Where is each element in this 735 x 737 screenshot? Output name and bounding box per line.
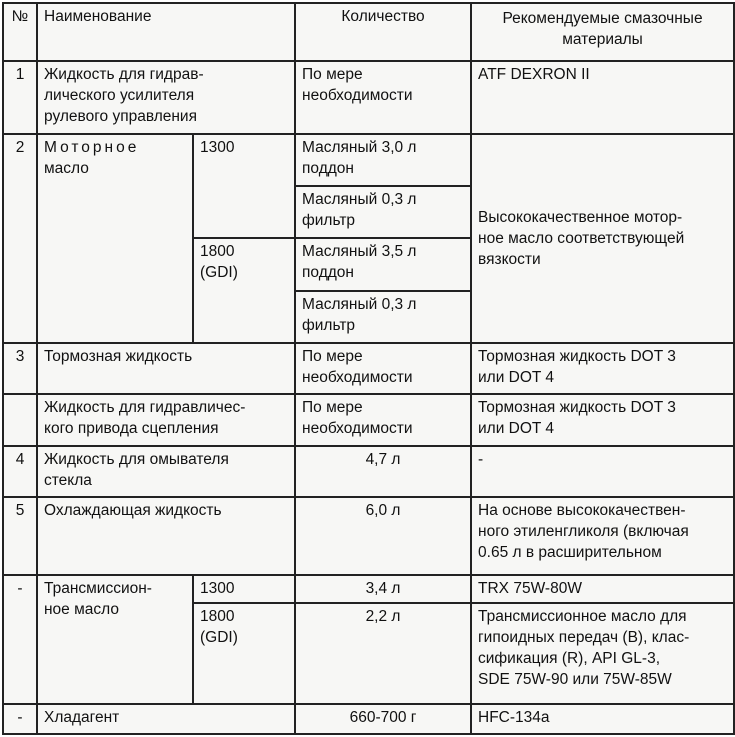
item-name: Трансмиссион- ное масло [37, 575, 193, 704]
row-num: 1 [3, 61, 37, 133]
item-recommendation: На основе высококачествен- ного этиленгликоля (включая 0.65 л в расширительном [471, 497, 734, 575]
header-row [3, 3, 734, 61]
row-num: 4 [3, 446, 37, 496]
item-name: Охлаждающая жидкость [37, 497, 295, 575]
table-row [3, 497, 734, 575]
row-num: - [3, 704, 37, 734]
row-num [3, 394, 37, 446]
item-recommendation: ATF DEXRON II [471, 61, 734, 133]
item-quantity: По мере необходимости [295, 394, 471, 446]
item-quantity: 6,0 л [295, 497, 471, 575]
item-quantity: Масляный 3,5 л поддон [295, 238, 471, 290]
item-quantity: Масляный 3,0 л поддон [295, 134, 471, 186]
item-quantity: 4,7 л [295, 446, 471, 496]
item-quantity: По мере необходимости [295, 343, 471, 394]
table-row [3, 61, 734, 133]
engine-variant: 1800 (GDI) [193, 603, 295, 704]
item-recommendation: - [471, 446, 734, 496]
table-row [3, 575, 734, 603]
item-recommendation: TRX 75W-80W [471, 575, 734, 603]
table-row [3, 134, 734, 186]
item-name [37, 134, 193, 343]
item-name: Жидкость для омывателя стекла [37, 446, 295, 496]
row-num: - [3, 575, 37, 704]
item-name-line: Моторное [44, 138, 140, 156]
engine-variant: 1800 (GDI) [193, 238, 295, 343]
item-name: Жидкость для гидрав- лического усилителя рулевого управления [37, 61, 295, 133]
item-recommendation: Тормозная жидкость DOT 3 или DOT 4 [471, 394, 734, 446]
item-recommendation: Тормозная жидкость DOT 3 или DOT 4 [471, 343, 734, 394]
item-name-line: масло [44, 159, 89, 177]
item-name: Тормозная жидкость [37, 343, 295, 394]
header-recommended: Рекомендуемые смазочные материалы [471, 3, 734, 61]
item-name: Жидкость для гидравличес- кого привода сцепления [37, 394, 295, 446]
header-name: Наименование [37, 3, 295, 61]
item-recommendation: Трансмиссионное масло для гипоидных передач (B), клас- сификация (R), API GL-3, SDE 75W-90 или 75W-85W [471, 603, 734, 704]
header-quantity: Количество [295, 3, 471, 61]
table-row [3, 446, 734, 496]
lubricants-table [2, 2, 735, 735]
table-row [3, 343, 734, 394]
item-quantity: Масляный 0,3 л фильтр [295, 291, 471, 343]
item-quantity: По мере необходимости [295, 61, 471, 133]
row-num: 2 [3, 134, 37, 343]
item-name: Хладагент [37, 704, 295, 734]
row-num: 5 [3, 497, 37, 575]
item-recommendation: HFC-134a [471, 704, 734, 734]
table-row [3, 394, 734, 446]
engine-variant: 1300 [193, 134, 295, 239]
item-recommendation: Высококачественное мотор- ное масло соответствующей вязкости [471, 134, 734, 343]
header-num: № [3, 3, 37, 61]
item-quantity: 3,4 л [295, 575, 471, 603]
table-row [3, 704, 734, 734]
engine-variant: 1300 [193, 575, 295, 603]
item-quantity: 2,2 л [295, 603, 471, 704]
item-quantity: 660-700 г [295, 704, 471, 734]
item-quantity: Масляный 0,3 л фильтр [295, 186, 471, 238]
row-num: 3 [3, 343, 37, 394]
